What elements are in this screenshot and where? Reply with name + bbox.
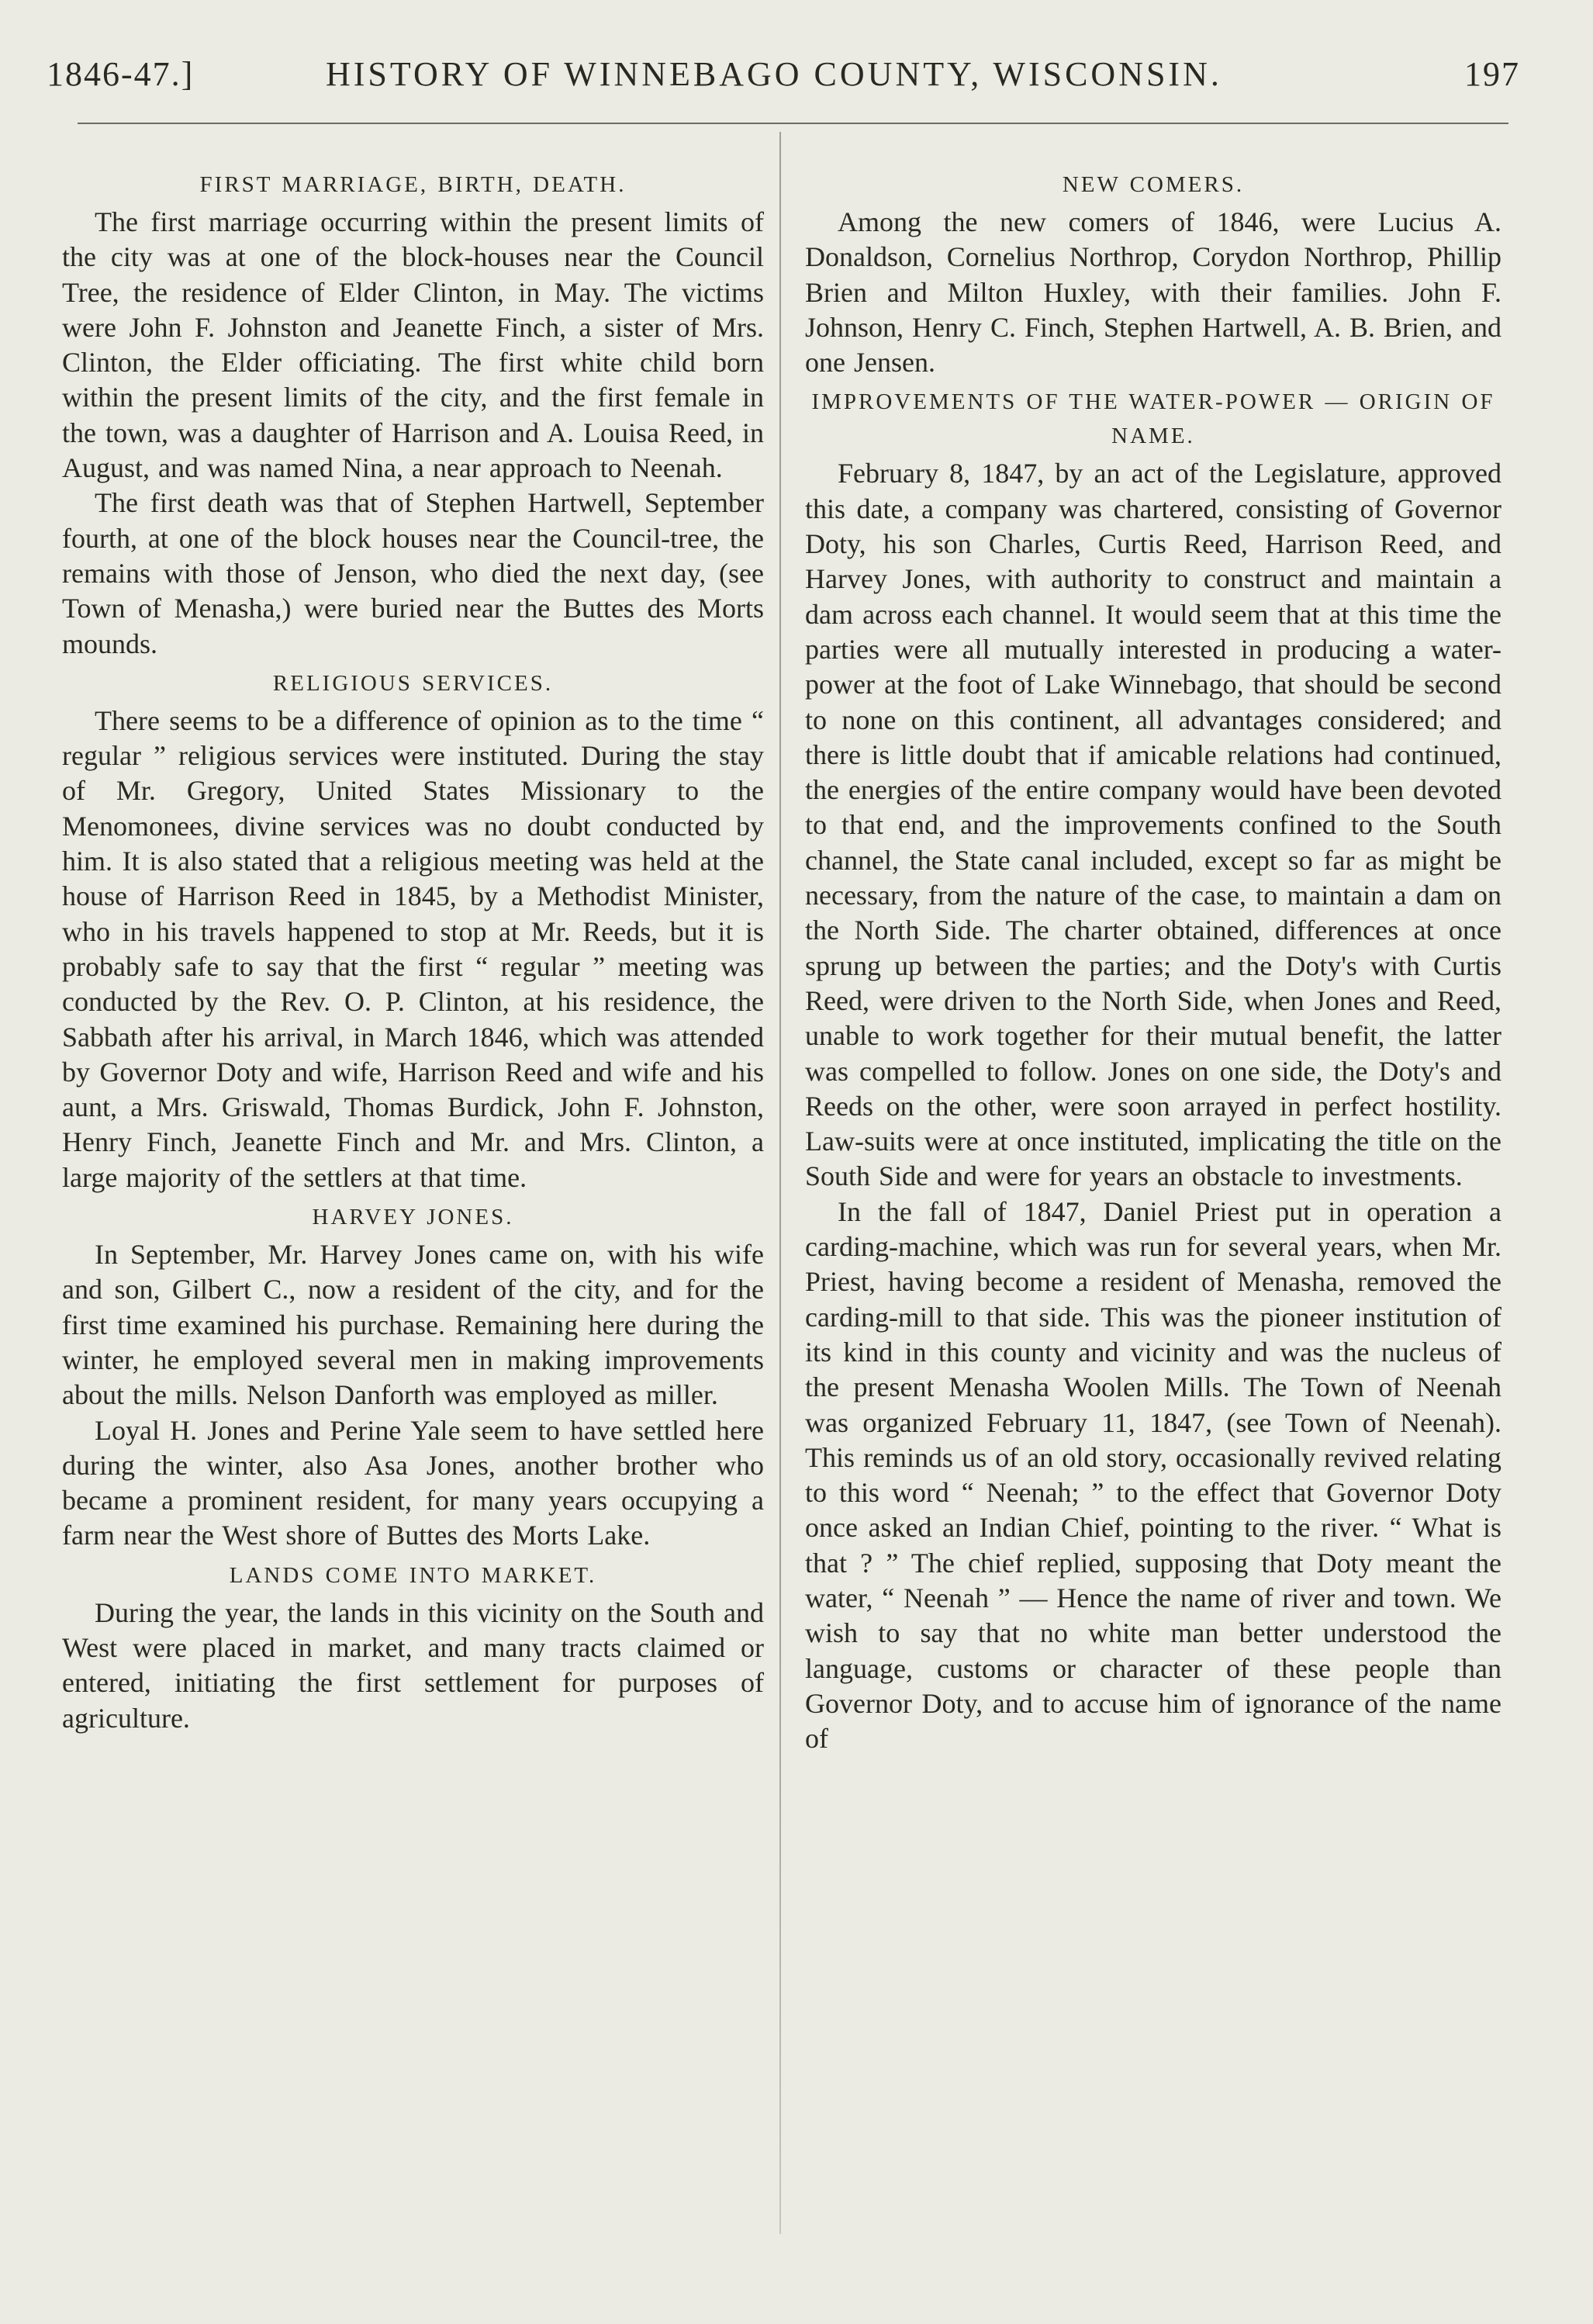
paragraph: February 8, 1847, by an act of the Legislature, approved this date, a company was chartered, consisting of Governor Doty, his son Charles, Curtis Reed, Harrison Reed, and Harvey Jones, with authority to construct and maintain a dam across each channel. It would seem that at this time the parties were all mutually interested in producing a water-power at the foot of Lake Winnebago, that should be second to none on this continent, all advantages considered; and there is little doubt that if amicable relations had continued, the energies of the entire company would have been devoted to that end, and the improvements confined to the South channel, the State canal included, except so far as might be necessary, from the nature of the case, to maintain a dam on the North Side. The charter obtained, differences at once sprung up between the parties; and the Doty's with Curtis Reed, were driven to the North Side, when Jones and Reed, unable to work together for their mutual benefit, the latter was compelled to follow. Jones on one side, the Doty's and Reeds on the other, were soon arrayed in perfect hostility. Law-suits were at once instituted, implicating the title on the South Side and were for years an obstacle to investments.: [805, 458, 1501, 1192]
header-date-range: 1846-47.]: [47, 55, 195, 93]
paragraph: In the fall of 1847, Daniel Priest put in operation a carding-machine, which was run for several years, when Mr. Priest, having become a resident of Menasha, removed the carding-mill to that side. This was the pioneer institution of its kind in this county and vicinity and was the nucleus of the present Menasha Woolen Mills. The Town of Neenah was organized February 11, 1847, (see Town of Neenah). This reminds us of an old story, occasionally revived relating to this word “ Neenah; ” to the effect that Governor Doty once asked an Indian Chief, pointing to the river. “ What is that ? ” The chief replied, supposing that Doty meant the water, “ Neenah ” — Hence the name of river and town. We wish to say that no white man better understood the language, customs or character of these people than Governor Doty, and to accuse him of ignorance of the name of: [805, 1195, 1501, 1755]
header-rule: [78, 123, 1508, 124]
paragraph: In September, Mr. Harvey Jones came on, with his wife and son, Gilbert C., now a resident of the city, and for the first time examined his purchase. Remaining here during the winter, he employed several men in making improvements about the mills. Nelson Danforth was employed as miller.: [62, 1239, 764, 1411]
section-heading-lands-market: LANDS COME INTO MARKET.: [229, 1562, 597, 1588]
section-heading-religious-services: RELIGIOUS SERVICES.: [272, 670, 554, 696]
left-column: [62, 163, 764, 1736]
section-heading-new-comers: NEW COMERS.: [1062, 172, 1245, 197]
page-number: 197: [1464, 55, 1520, 93]
paragraph: There seems to be a difference of opinion as to the time “ regular ” religious services were instituted. During the stay of Mr. Gregory, United States Missionary to the Menomonees, divine services was no doubt conducted by him. It is also stated that a religious meeting was held at the house of Harrison Reed in 1845, by a Methodist Minister, who in his travels happened to stop at Mr. Reeds, but it is probably safe to say that the first “ regular ” meeting was conducted by the Rev. O. P. Clinton, at his residence, the Sabbath after his arrival, in March 1846, which was attended by Governor Doty and wife, Harrison Reed and wife and his aunt, a Mrs. Griswald, Thomas Burdick, John F. Johnston, Henry Finch, Jeanette Finch and Mr. and Mrs. Clinton, a large majority of the settlers at that time.: [62, 704, 764, 1193]
section-heading-harvey-jones: HARVEY JONES.: [312, 1205, 514, 1230]
right-column: [805, 163, 1501, 1756]
header-title: HISTORY OF WINNEBAGO COUNTY, WISCONSIN.: [326, 55, 1222, 93]
running-header: [39, 47, 1520, 101]
paragraph: The first marriage occurring within the present limits of the city was at one of the block-houses near the Council Tree, the residence of Elder Clinton, in May. The victims were John F. Johnston and Jeanette Finch, a sister of Mrs. Clinton, the Elder officiating. The first white child born within the present limits of the city, and the first female in the town, was a daughter of Harrison and A. Louisa Reed, in August, and was named Nina, a near approach to Neenah.: [62, 206, 764, 484]
section-heading-improvements: IMPROVEMENTS OF THE WATER-POWER — ORIGIN OF NAME.: [811, 389, 1495, 449]
column-divider: [779, 132, 781, 2234]
paragraph: Among the new comers of 1846, were Lucius A. Donaldson, Cornelius Northrop, Corydon Northrop, Phillip Brien and Milton Huxley, with their families. John F. Johnson, Henry C. Finch, Stephen Hartwell, A. B. Brien, and one Jensen.: [805, 206, 1501, 379]
paragraph: During the year, the lands in this vicinity on the South and West were placed in market, and many tracts claimed or entered, initiating the first settlement for purposes of agriculture.: [62, 1596, 764, 1734]
section-heading-first-marriage: FIRST MARRIAGE, BIRTH, DEATH.: [199, 172, 627, 197]
paragraph: The first death was that of Stephen Hartwell, September fourth, at one of the block houses near the Council-tree, the remains with those of Jenson, who died the next day, (see Town of Menasha,) were buried near the Buttes des Morts mounds.: [62, 487, 764, 659]
paragraph: Loyal H. Jones and Perine Yale seem to have settled here during the winter, also Asa Jones, another brother who became a prominent resident, for many years occupying a farm near the West shore of Buttes des Morts Lake.: [62, 1414, 764, 1551]
